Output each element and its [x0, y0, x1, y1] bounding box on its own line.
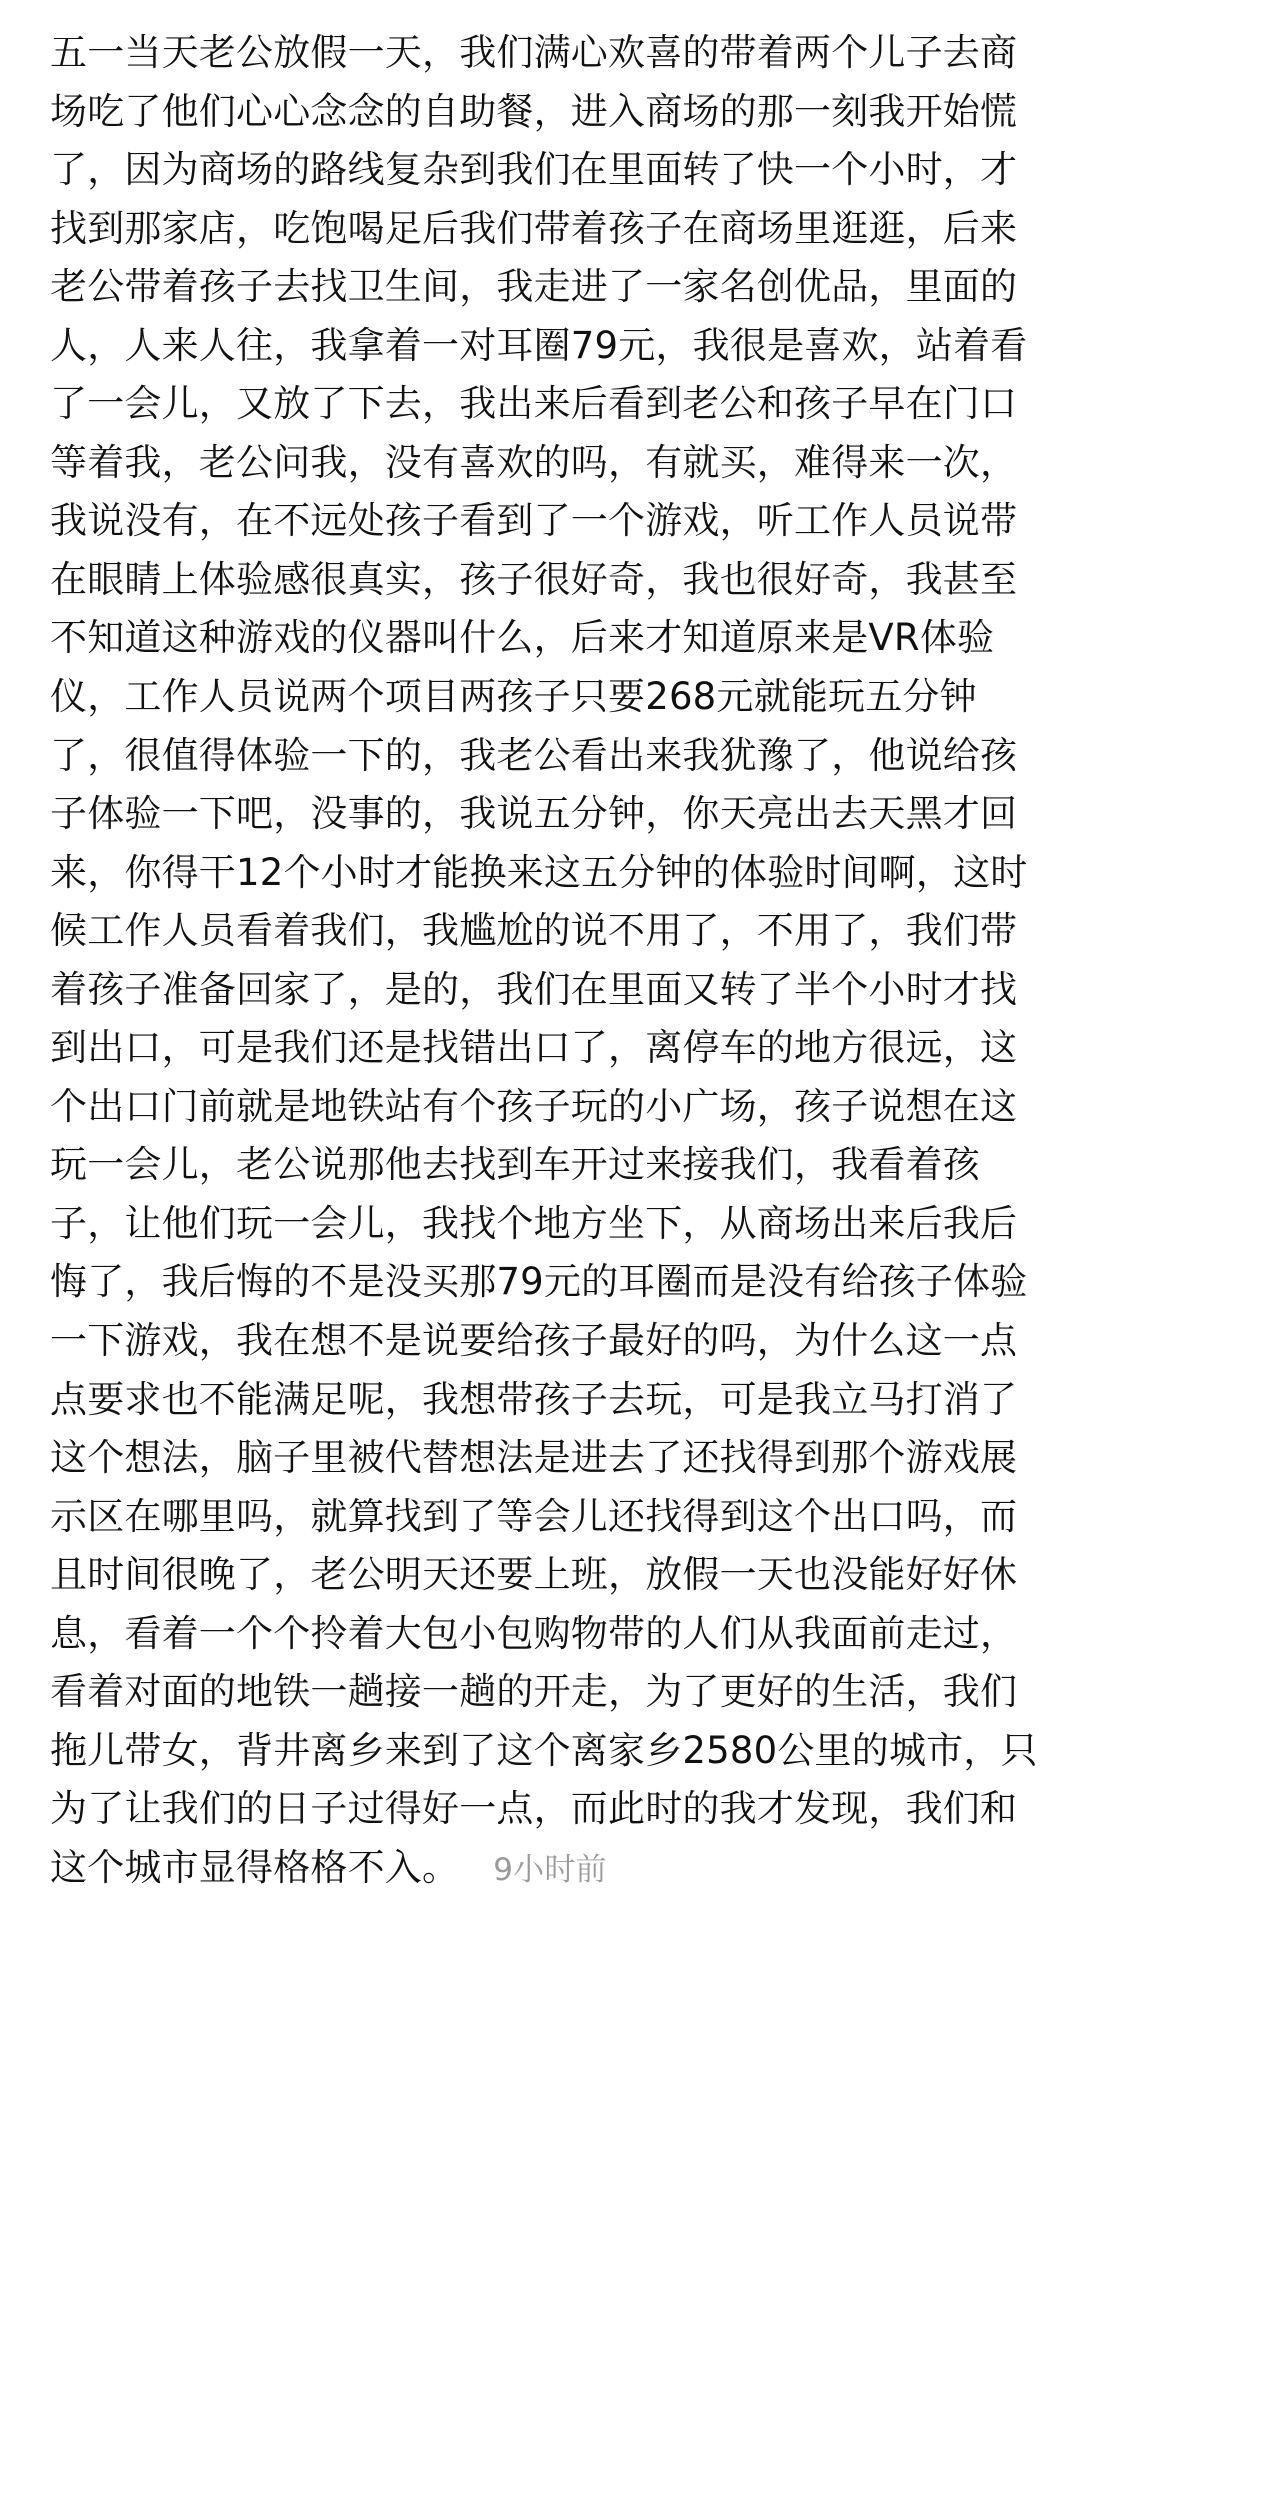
post-text-line: 了一会儿，又放了下去，我出来后看到老公和孩子早在门口 [50, 382, 1018, 426]
post-text-line: 拖儿带女，背井离乡来到了这个离家乡2580公里的城市，只 [50, 1728, 1038, 1772]
post-text-line: 一下游戏，我在想不是说要给孩子最好的吗，为什么这一点 [50, 1319, 1018, 1363]
post-body-text [0, 24, 1284, 1898]
post-text-line: 找到那家店，吃饱喝足后我们带着孩子在商场里逛逛，后来 [50, 206, 1018, 250]
post-timestamp: 9小时前 [493, 1851, 607, 1888]
post-text-line: 我说没有，在不远处孩子看到了一个游戏，听工作人员说带 [50, 499, 1018, 543]
post-text-line: 悔了，我后悔的不是没买那79元的耳圈而是没有给孩子体验 [50, 1260, 1028, 1304]
post-text-line: 候工作人员看着我们，我尴尬的说不用了，不用了，我们带 [50, 909, 1018, 953]
post-text-line: 场吃了他们心心念念的自助餐，进入商场的那一刻我开始慌 [50, 89, 1018, 133]
post-text-line: 玩一会儿，老公说那他去找到车开过来接我们，我看着孩 [50, 1143, 980, 1187]
post-text-line: 五一当天老公放假一天，我们满心欢喜的带着两个儿子去商 [50, 31, 1018, 74]
post-text-line: 着孩子准备回家了，是的，我们在里面又转了半个小时才找 [50, 967, 1018, 1011]
post-text-line: 来，你得干12个小时才能换来这五分钟的体验时间啊，这时 [50, 850, 1028, 894]
post-text-line: 老公带着孩子去找卫生间，我走进了一家名创优品，里面的 [50, 265, 1018, 309]
post-text-line: 个出口门前就是地铁站有个孩子玩的小广场，孩子说想在这 [50, 1084, 1018, 1128]
post-text-line: 等着我，老公问我，没有喜欢的吗，有就买，难得来一次， [50, 440, 1018, 484]
post-text-line: 不知道这种游戏的仪器叫什么，后来才知道原来是VR体验 [50, 616, 995, 660]
post-text-line-last: 这个城市显得格格不入。 9小时前 [0, 1839, 1284, 1898]
post-text-line: 人，人来人往，我拿着一对耳圈79元，我很是喜欢，站着看 [50, 323, 1028, 367]
post-text-line: 到出口，可是我们还是找错出口了，离停车的地方很远，这 [50, 1026, 1018, 1070]
post-text-line: 示区在哪里吗，就算找到了等会儿还找得到这个出口吗，而 [50, 1494, 1018, 1538]
post-text-line: 子体验一下吧，没事的，我说五分钟，你天亮出去天黑才回 [50, 792, 1018, 836]
post-text-line: 子，让他们玩一会儿，我找个地方坐下，从商场出来后我后 [50, 1201, 1018, 1245]
post-text-line: 了，因为商场的路线复杂到我们在里面转了快一个小时，才 [50, 148, 1018, 192]
post-text-line: 看着对面的地铁一趟接一趟的开走，为了更好的生活，我们 [50, 1670, 1018, 1714]
post-text-line: 仪，工作人员说两个项目两孩子只要268元就能玩五分钟 [50, 675, 977, 719]
post-text-line: 了，很值得体验一下的，我老公看出来我犹豫了，他说给孩 [50, 733, 1018, 777]
post-text-line: 在眼睛上体验感很真实，孩子很好奇，我也很好奇，我甚至 [50, 557, 1018, 601]
post-text-line: 这个想法，脑子里被代替想法是进去了还找得到那个游戏展 [50, 1436, 1018, 1480]
post-text-line: 息，看着一个个拎着大包小包购物带的人们从我面前走过， [50, 1611, 1018, 1655]
post-text-line: 且时间很晚了，老公明天还要上班，放假一天也没能好好休 [50, 1553, 1018, 1597]
post-text-line: 点要求也不能满足呢，我想带孩子去玩，可是我立马打消了 [50, 1377, 1018, 1421]
post-text-line: 为了让我们的日子过得好一点，而此时的我才发现，我们和 [50, 1787, 1018, 1831]
